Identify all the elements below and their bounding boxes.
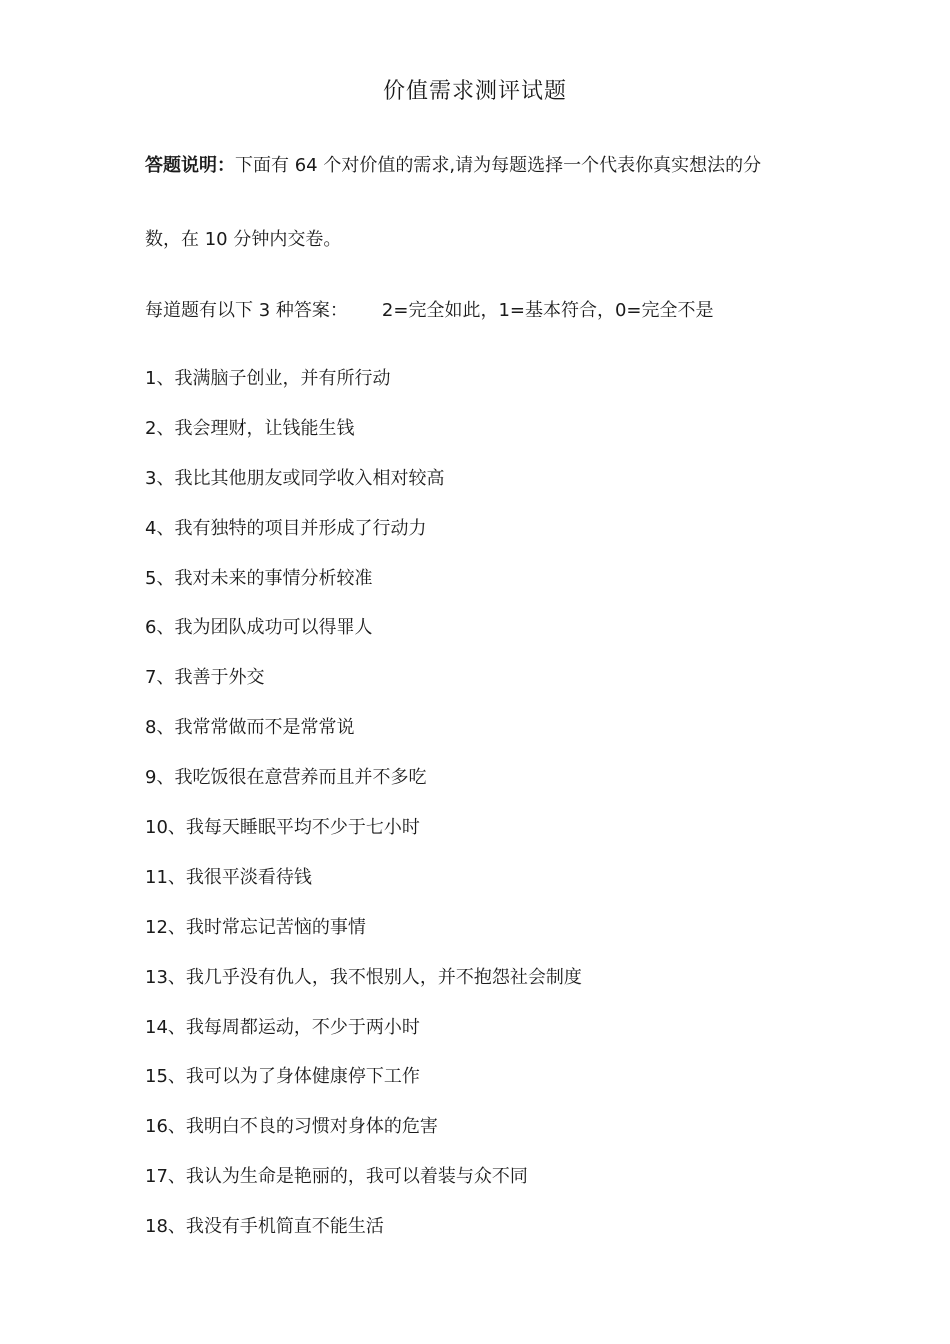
- question-item: 17、我认为生命是艳丽的，我可以着装与众不同: [145, 1166, 528, 1188]
- question-item: 8、我常常做而不是常常说: [145, 717, 355, 739]
- question-item: 4、我有独特的项目并形成了行动力: [145, 517, 427, 539]
- instructions-line-1: 下面有 64 个对价值的需求,请为每题选择一个代表你真实想法的分: [235, 155, 762, 176]
- question-item: 10、我每天睡眠平均不少于七小时: [145, 817, 420, 839]
- question-item: 16、我明白不良的习惯对身体的危害: [145, 1116, 438, 1138]
- question-item: 12、我时常忘记苦恼的事情: [145, 916, 366, 938]
- question-item: 7、我善于外交: [145, 667, 265, 689]
- question-item: 18、我没有手机简直不能生活: [145, 1216, 384, 1238]
- question-item: 5、我对未来的事情分析较准: [145, 567, 373, 589]
- question-item: 2、我会理财，让钱能生钱: [145, 417, 355, 439]
- question-item: 11、我很平淡看待钱: [145, 866, 312, 888]
- question-item: 15、我可以为了身体健康停下工作: [145, 1066, 420, 1088]
- question-item: 13、我几乎没有仇人，我不恨别人，并不抱怨社会制度: [145, 966, 582, 988]
- question-item: 14、我每周都运动，不少于两小时: [145, 1016, 420, 1038]
- answer-key-options: 2=完全如此，1=基本符合，0=完全不是: [381, 300, 714, 321]
- question-item: 3、我比其他朋友或同学收入相对较高: [145, 467, 445, 489]
- instructions-line-2: 数，在 10 分钟内交卷。: [145, 229, 342, 250]
- question-list: [145, 365, 582, 1263]
- answer-key-line: [145, 297, 714, 325]
- instructions-paragraph: [145, 152, 761, 180]
- question-item: 9、我吃饭很在意营养而且并不多吃: [145, 767, 427, 789]
- question-item: 1、我满脑子创业，并有所行动: [145, 368, 391, 389]
- question-item: 6、我为团队成功可以得罪人: [145, 617, 373, 639]
- answer-key-label: 每道题有以下 3 种答案：: [145, 300, 348, 321]
- page-title: 价值需求测评试题: [382, 79, 567, 104]
- instructions-label: 答题说明：: [145, 155, 235, 176]
